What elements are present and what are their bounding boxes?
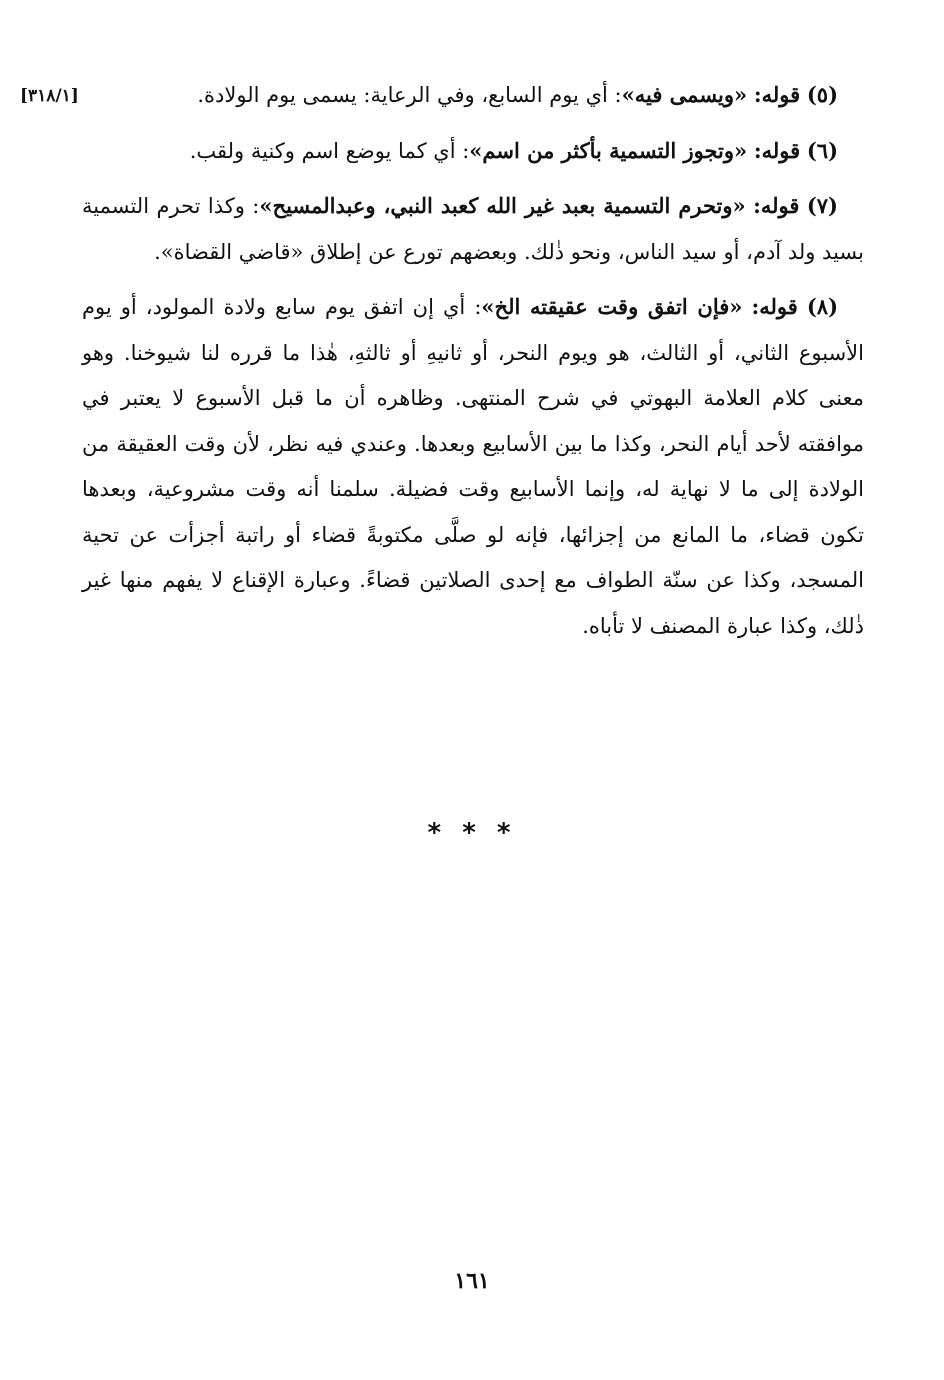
paragraph-number: (٦) [806, 137, 838, 163]
commentary-text: : أي يوم السابع، وفي الرعاية: يسمى يوم الولادة. [197, 83, 622, 107]
quote-keyword: قوله: [753, 82, 801, 107]
quote-keyword: قوله: [753, 193, 800, 218]
paragraph-8 [82, 284, 864, 649]
page-number: ١٦١ [454, 1268, 490, 1294]
volume-page-reference: [٣١٨/١] [20, 86, 79, 106]
section-separator: * * * [427, 818, 517, 848]
quote-keyword: قوله: [751, 294, 798, 319]
paragraph-7 [82, 183, 864, 275]
paragraph-number: (٨) [806, 294, 838, 319]
paragraph-6 [82, 128, 864, 175]
quoted-text: «وتحرم التسمية بعبد غير الله كعبد النبي، وعبدالمسيح» [259, 193, 746, 218]
quoted-text: «فإن اتفق وقت عقيقته الخ» [481, 294, 743, 319]
paragraph-number: (٥) [806, 82, 838, 107]
commentary-text: : أي كما يوضع اسم وكنية ولقب. [189, 138, 470, 163]
quoted-text: «وتجوز التسمية بأكثر من اسم» [469, 137, 748, 163]
commentary-text: : وكذا تحرم التسمية بسيد ولد آدم، أو سيد الناس، ونحو ذٰلك. وبعضهم تورع عن إطلاق «قاضي القضاة». [82, 194, 864, 264]
quote-keyword: قوله: [753, 137, 801, 163]
quoted-text: «ويسمى فيه» [621, 82, 748, 107]
commentary-text: : أي إن اتفق يوم سابع ولادة المولود، أو يوم الأسبوع الثاني، أو الثالث، هو ويوم النحر، أو ثانيهِ أو ثالثهِ، هٰذا ما قرره لنا شيوخنا. وهو معنى كلام العلامة البهوتي في شرح المنتهى. وظاهره أن ما قبل الأسبوع لا يعتبر في موافقته لأحد أيام النحر، وكذا ما بين الأسابيع وبعدها. وعندي فيه نظر، لأن وقت العقيقة من الولادة إلى ما لا نهاية له، وإنما الأسابيع وقت فضيلة. سلمنا أنه وقت مشروعية، وبعدها تكون قضاء، ما المانع من إجزائها، فإنه لو صلَّى مكتوبةً قضاء أو راتبة أجزأت عن تحية المسجد، وكذا عن سنّة الطواف مع إحدى الصلاتين قضاءً. وعبارة الإقناع لا يفهم منها غير ذٰلك، وكذا عبارة المصنف لا تأباه. [82, 295, 864, 638]
paragraph-number: (٧) [806, 193, 838, 218]
paragraph-5 [20, 72, 864, 119]
commentary-body [20, 72, 864, 658]
